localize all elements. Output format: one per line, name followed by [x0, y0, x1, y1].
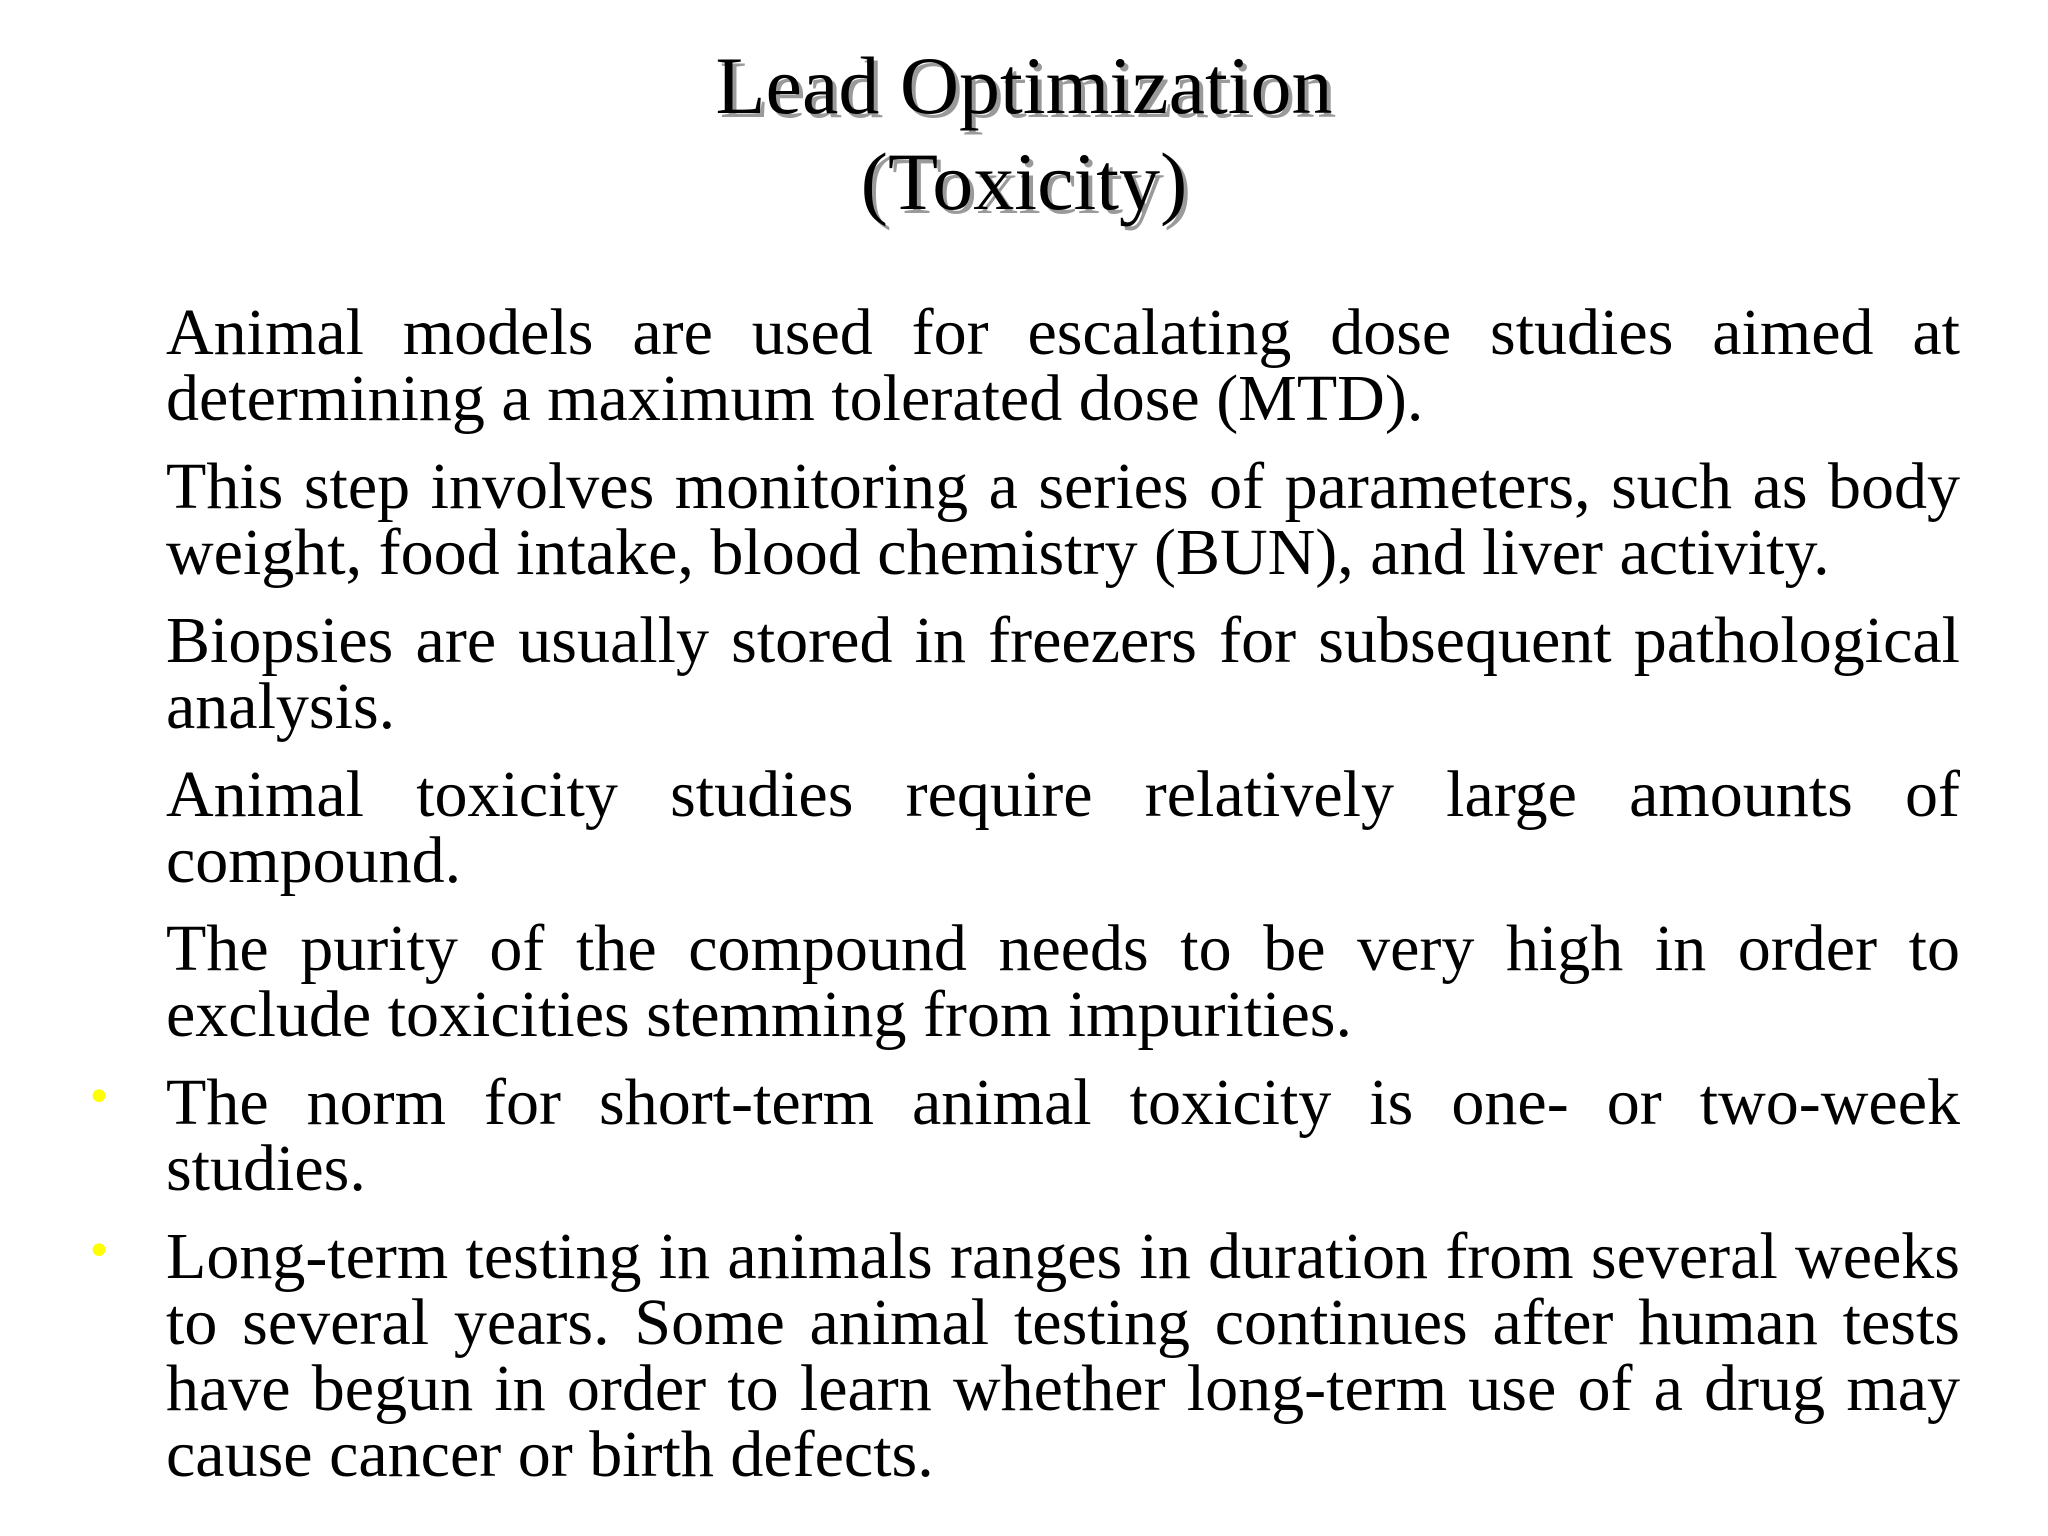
paragraph-text: The norm for short-term animal toxicity is one- or two-week studies.	[166, 1066, 1960, 1205]
paragraph-text: Biopsies are usually stored in freezers for subsequent pathological analysis.	[166, 604, 1960, 743]
paragraph-text: Long-term testing in animals ranges in duration from several weeks to several years. Some animal testing continues after human tests have begun in order to learn whether long-term use of a drug may cause cancer or birth defects.	[166, 1220, 1960, 1491]
bullet-marker: •	[86, 1226, 112, 1277]
paragraph-monitoring	[166, 450, 1960, 589]
paragraph-text: Animal toxicity studies require relatively large amounts of compound.	[166, 758, 1960, 897]
paragraph-mtd	[166, 296, 1960, 435]
paragraph-text: Animal models are used for escalating dose studies aimed at determining a maximum tolerated dose (MTD).	[166, 296, 1960, 435]
slide-body	[86, 296, 1960, 1510]
title-line-1: Lead Optimization	[715, 40, 1333, 131]
paragraph-text: The purity of the compound needs to be very high in order to exclude toxicities stemming from impurities.	[166, 912, 1960, 1051]
bullet-marker: •	[86, 1072, 112, 1123]
slide-title	[0, 38, 2048, 230]
title-line-2: (Toxicity)	[860, 136, 1188, 227]
paragraph-purity	[166, 912, 1960, 1051]
paragraph-compound-amounts	[166, 758, 1960, 897]
paragraph-biopsies	[166, 604, 1960, 743]
paragraph-long-term	[86, 1220, 1960, 1491]
paragraph-text: This step involves monitoring a series of parameters, such as body weight, food intake, blood chemistry (BUN), and liver activity.	[166, 450, 1960, 589]
paragraph-short-term	[86, 1066, 1960, 1205]
